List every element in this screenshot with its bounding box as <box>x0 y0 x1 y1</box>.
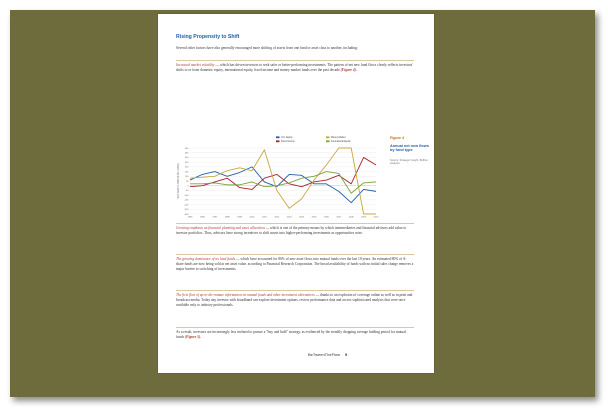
legend-swatch <box>326 136 330 138</box>
section-financial-planning <box>176 226 414 236</box>
divider <box>176 290 414 291</box>
page-number: 9 <box>345 352 348 357</box>
y-tick-label: 200 <box>184 166 189 169</box>
chart-legend <box>276 136 352 143</box>
x-tick-label: 2001 <box>261 216 267 219</box>
legend-entry: International Equity <box>331 141 351 143</box>
x-tick-label: 2010 <box>373 216 379 219</box>
section-lead: The first flow of up-to-the-minute information on mutual funds and other investment alternatives <box>176 293 315 297</box>
series-line <box>190 167 376 203</box>
section-no-load <box>176 257 414 272</box>
x-tick-label: 2007 <box>336 216 342 219</box>
x-tick-label: 2005 <box>311 216 317 219</box>
page-footer <box>308 352 347 357</box>
y-tick-label: 400 <box>184 147 189 150</box>
x-tick-label: 2002 <box>274 216 280 219</box>
legend-entry: Money Market <box>331 137 346 139</box>
y-tick-label: -300 <box>184 213 189 216</box>
x-tick-label: 2008 <box>348 216 354 219</box>
section-volatility <box>176 63 414 73</box>
legend-swatch <box>326 140 330 142</box>
section-lead: Increased market volatility <box>176 63 215 67</box>
divider <box>176 223 414 224</box>
section-body: — thanks to an explosion of coverage online as well as in print and broadcast media. Today any investor with broadband can explore investment options, review performance data and access sophisticated analysis that were once available only to industry professionals. <box>176 293 413 307</box>
figure-reference: (Figure 5). <box>184 335 202 339</box>
legend-swatch <box>276 136 280 138</box>
y-tick-label: -250 <box>184 209 189 212</box>
y-tick-label: 250 <box>184 161 189 164</box>
y-tick-label: 300 <box>184 157 189 160</box>
closing-paragraph <box>176 330 414 340</box>
section-body: — which have accounted for 86% of new asset flows into mutual funds over the last 10 years. An estimated 80% of A-share funds are now being sold at net asset value, according to Financial Research Corporation. The broad availability of funds with no initial sales charge removes a major barrier to switching of investments. <box>176 257 414 271</box>
legend-entry: Fixed Income <box>281 141 295 143</box>
divider <box>176 327 414 328</box>
x-tick-label: 1999 <box>237 216 243 219</box>
y-tick-label: 0 <box>187 185 189 188</box>
divider <box>176 60 414 61</box>
y-tick-label: -50 <box>185 190 189 193</box>
figure-source: Source: Strategic Insight, Buffton Analysis <box>390 159 428 166</box>
y-tick-label: -100 <box>184 194 189 197</box>
x-tick-label: 2009 <box>361 216 367 219</box>
x-tick-label: 2003 <box>286 216 292 219</box>
legend-entry: U.S. Equity <box>281 137 293 139</box>
intro-paragraph: Several other factors have also generally encouraged more shifting of assets from one fund or asset class to another, including: <box>176 46 358 50</box>
figure-reference: (Figure 4). <box>340 68 357 72</box>
x-tick-label: 2004 <box>299 216 305 219</box>
x-tick-label: 1996 <box>199 216 205 219</box>
figure-label: Figure 4 <box>390 136 404 140</box>
section-information <box>176 293 414 308</box>
footer-brand: BeTweenTheFlow <box>308 352 341 357</box>
section-heading: Rising Propensity to Shift <box>176 34 240 40</box>
x-tick-label: 2000 <box>249 216 255 219</box>
x-tick-label: 1995 <box>187 216 193 219</box>
x-tick-label: 1997 <box>212 216 218 219</box>
legend-swatch <box>276 140 280 142</box>
figure-title: Annual net new flows by fund type <box>390 144 429 153</box>
section-body: — which is one of the primary means by which intermediaries and financial advisors add value to investor portfolios. Thus, advisors have strong incentives to shift assets into higher-performing investments as opportunities arise. <box>176 226 407 235</box>
section-lead: The growing dominance of no load funds <box>176 257 235 261</box>
section-body: — which has driven investors to seek safer or better-performing investments. The pattern of net new fund flows clearly reflects investors' shifts to or from domestic equity, international equity, fixed income and money market funds over the past decade <box>176 63 413 72</box>
x-tick-label: 2006 <box>323 216 329 219</box>
x-tick-label: 1998 <box>224 216 230 219</box>
section-body: As a result, investors are increasingly less inclined to pursue a "buy and hold" strategy, as evidenced by the steadily dropping average holding period for mutual funds <box>176 330 406 339</box>
y-tick-label: 50 <box>186 180 189 183</box>
y-tick-label: 100 <box>184 176 189 179</box>
y-tick-label: 150 <box>184 171 189 174</box>
line-chart <box>176 132 386 220</box>
section-lead: Growing emphasis on financial planning and asset allocation <box>176 226 265 230</box>
document-page <box>158 14 434 373</box>
y-tick-label: -150 <box>184 199 189 202</box>
y-tick-label: 350 <box>184 152 189 155</box>
y-axis-label: NET NEW FLOWS ($ BILLIONS) <box>177 163 180 199</box>
y-tick-label: -200 <box>184 204 189 207</box>
divider <box>176 254 414 255</box>
